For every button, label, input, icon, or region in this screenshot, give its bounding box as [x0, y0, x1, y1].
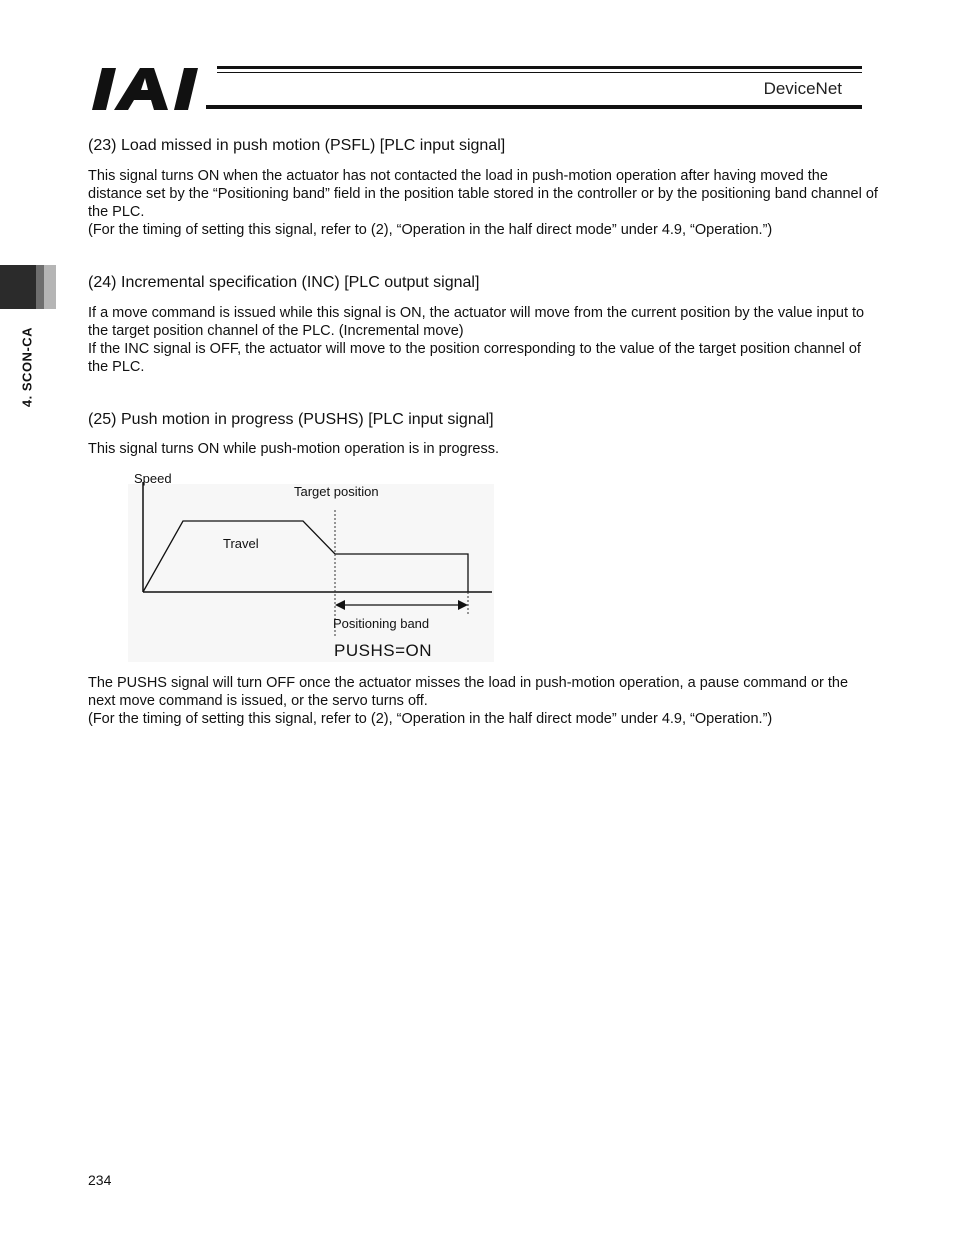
push-motion-diagram	[128, 466, 494, 662]
iai-logo	[92, 64, 212, 112]
section-23-heading	[88, 137, 505, 155]
chapter-tab-light	[44, 265, 56, 309]
section-23-body	[88, 167, 878, 239]
header-title: DeviceNet	[763, 79, 842, 98]
positioning-band-label: Positioning band	[333, 616, 430, 631]
paragraph: If the INC signal is OFF, the actuator will move to the position corresponding to the value of the target position channel of the PLC.	[88, 341, 861, 375]
target-position-label: Target position	[294, 484, 379, 499]
section-number: (24)	[88, 274, 117, 291]
pushs-off-description	[88, 674, 878, 728]
section-number: (25)	[88, 411, 117, 428]
paragraph: If a move command is issued while this signal is ON, the actuator will move from the current position by the value input to the target position channel of the PLC. (Incremental move)	[88, 305, 865, 339]
section-24-body	[88, 304, 878, 376]
section-title: Incremental specification (INC) [PLC output signal]	[121, 274, 480, 291]
section-25-body	[88, 440, 878, 458]
chapter-tab-label: 4. SCON-CA	[19, 326, 35, 408]
section-number: (23)	[88, 137, 117, 154]
section-title: Load missed in push motion (PSFL) [PLC input signal]	[121, 137, 506, 154]
section-title: Push motion in progress (PUSHS) [PLC input signal]	[121, 411, 494, 428]
page-number: 234	[88, 1172, 112, 1188]
section-25-heading	[88, 411, 494, 429]
chapter-tab-dark	[0, 265, 36, 309]
section-24-heading	[88, 274, 479, 292]
header-rule-bottom	[206, 105, 862, 109]
header-rule-thin	[217, 72, 862, 73]
pushs-on-label: PUSHS=ON	[334, 641, 432, 660]
chapter-tab-mid	[36, 265, 44, 309]
paragraph: This signal turns ON while push-motion operation is in progress.	[88, 441, 500, 457]
paragraph: This signal turns ON when the actuator has not contacted the load in push-motion operation after having moved the distance set by the “Positioning band” field in the position table stored in the controller or by the positioning band channel of the PLC.	[88, 168, 878, 220]
paragraph: (For the timing of setting this signal, refer to (2), “Operation in the half direct mode” under 4.9, “Operation.”)	[88, 711, 773, 727]
diagram-background	[128, 484, 494, 662]
travel-label: Travel	[223, 536, 259, 551]
speed-label: Speed	[134, 471, 172, 486]
paragraph: (For the timing of setting this signal, refer to (2), “Operation in the half direct mode” under 4.9, “Operation.”)	[88, 222, 773, 238]
header-rule-top	[217, 66, 862, 69]
paragraph: The PUSHS signal will turn OFF once the actuator misses the load in push-motion operation, a pause command or the next move command is issued, or the servo turns off.	[88, 675, 849, 709]
